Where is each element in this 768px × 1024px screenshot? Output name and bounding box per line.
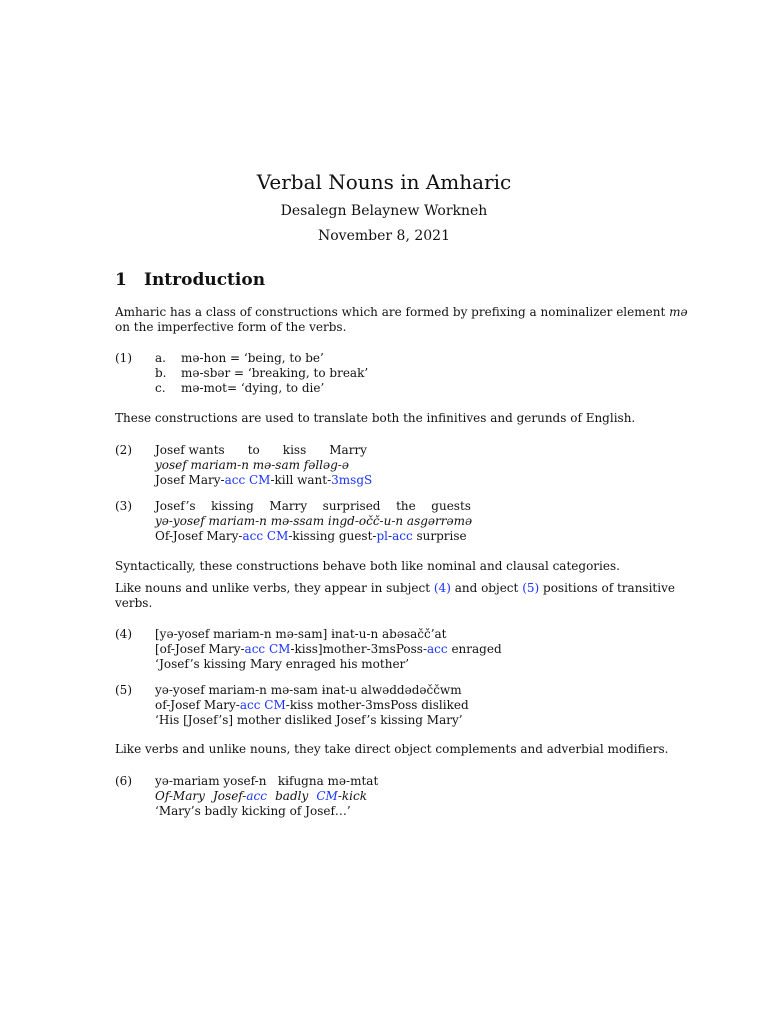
word: kissing bbox=[211, 499, 254, 513]
gloss-word bbox=[213, 789, 267, 803]
item-label: a. bbox=[155, 351, 166, 365]
gloss-link-acc[interactable]: acc bbox=[246, 789, 267, 803]
example-3-number: (3) bbox=[115, 499, 132, 513]
example-1-item bbox=[155, 366, 368, 381]
para-text: Like nouns and unlike verbs, they appear in subject bbox=[115, 581, 431, 595]
gloss-text: [of-Josef Mary- bbox=[155, 642, 245, 656]
example-1-item bbox=[155, 381, 368, 396]
para-text: and object bbox=[454, 581, 519, 595]
gloss-link-acc[interactable]: acc bbox=[392, 529, 413, 543]
section-title: Introduction bbox=[144, 270, 266, 290]
example-4-gloss bbox=[155, 642, 502, 656]
word: Josef wants bbox=[155, 443, 225, 457]
example-2-number: (2) bbox=[115, 443, 132, 457]
word: kiss bbox=[282, 443, 307, 457]
gloss-link-cm[interactable]: CM bbox=[264, 698, 286, 712]
word: guests bbox=[431, 499, 471, 513]
gloss-link-acc[interactable]: acc bbox=[239, 698, 261, 712]
gloss-text: of-Josef Mary- bbox=[155, 698, 240, 712]
gloss-text: -kiss]mother-3msPoss- bbox=[290, 642, 428, 656]
gloss-link-acc[interactable]: acc bbox=[427, 642, 448, 656]
gloss-link-acc[interactable]: acc bbox=[244, 642, 266, 656]
intro-paragraph bbox=[115, 305, 688, 335]
gloss-text: Josef- bbox=[213, 789, 247, 803]
item-label: b. bbox=[155, 366, 167, 380]
word: Marry bbox=[329, 443, 367, 457]
paragraph-4-line-1 bbox=[115, 581, 675, 596]
word: Josef’s bbox=[155, 499, 196, 513]
example-5-translation: ‘His [Josef’s] mother disliked Josef’s kissing Mary’ bbox=[155, 713, 463, 727]
example-6-translation: ‘Mary’s badly kicking of Josef…’ bbox=[155, 804, 351, 818]
gloss-text: -kissing guest- bbox=[288, 529, 377, 543]
gloss-word: Of-Mary bbox=[155, 789, 205, 803]
gloss-link-cm[interactable]: CM bbox=[268, 642, 291, 656]
example-6-gloss bbox=[155, 789, 367, 803]
word: the bbox=[396, 499, 416, 513]
paper-date: November 8, 2021 bbox=[318, 228, 450, 244]
example-5-number: (5) bbox=[115, 683, 132, 697]
section-heading bbox=[115, 270, 265, 290]
gloss-link-acc[interactable]: acc bbox=[224, 473, 246, 487]
example-1-list bbox=[155, 351, 368, 396]
paragraph-5: Like verbs and unlike nouns, they take direct object complements and adverbial modifiers. bbox=[115, 742, 669, 756]
para-text: positions of transitive bbox=[543, 581, 675, 595]
gloss-link-acc[interactable]: acc bbox=[242, 529, 264, 543]
gloss-link-cm[interactable]: CM bbox=[249, 473, 271, 487]
paragraph-4 bbox=[115, 581, 675, 611]
author-name: Desalegn Belaynew Workneh bbox=[280, 203, 488, 219]
ref-link-example-4[interactable]: (4) bbox=[433, 581, 451, 595]
paragraph-4-line-2: verbs. bbox=[115, 596, 153, 610]
gloss-text: -kiss mother-3msPoss disliked bbox=[285, 698, 469, 712]
gloss-link-cm[interactable]: CM bbox=[316, 789, 338, 803]
word: Marry bbox=[269, 499, 308, 513]
intro-line-1-text: Amharic has a class of constructions which are formed by prefixing a nominalizer element bbox=[115, 305, 666, 319]
item-text: mə-mot= ‘dying, to die’ bbox=[181, 381, 325, 395]
intro-line-2: on the imperfective form of the verbs. bbox=[115, 320, 347, 334]
example-3-transcription: yə-yosef mariam-n mə-ssam ingd-očč-u-n asgərrəmə bbox=[155, 514, 473, 528]
item-text: mə-hon = ‘being, to be’ bbox=[181, 351, 324, 365]
example-2-transcription: yosef mariam-n mə-sam fəlləg-ə bbox=[155, 458, 349, 472]
example-3-translation bbox=[155, 499, 471, 513]
section-number: 1 bbox=[115, 270, 127, 290]
example-2-gloss bbox=[155, 473, 372, 487]
item-label: c. bbox=[155, 381, 166, 395]
nominalizer-term: mə bbox=[669, 305, 688, 319]
gloss-text: enraged bbox=[447, 642, 502, 656]
paragraph-2: These constructions are used to translate both the infinitives and gerunds of English. bbox=[115, 411, 636, 425]
example-1-number: (1) bbox=[115, 351, 132, 365]
item-text: mə-sbər = ‘breaking, to break’ bbox=[181, 366, 369, 380]
gloss-text: Of-Josef Mary- bbox=[155, 529, 243, 543]
paragraph-3: Syntactically, these constructions behave both like nominal and clausal categories. bbox=[115, 559, 620, 573]
example-2-translation bbox=[155, 443, 367, 457]
example-4-translation: ‘Josef’s kissing Mary enraged his mother’ bbox=[155, 657, 410, 671]
example-4-transcription: [yə-yosef mariam-n mə-sam] ɨnat-u-n abəsačč’at bbox=[155, 627, 447, 641]
ref-link-example-5[interactable]: (5) bbox=[522, 581, 540, 595]
gloss-text: surprise bbox=[412, 529, 467, 543]
gloss-word: badly bbox=[275, 789, 309, 803]
gloss-text: Josef Mary- bbox=[155, 473, 225, 487]
gloss-link-cm[interactable]: CM bbox=[266, 529, 289, 543]
word: to bbox=[247, 443, 260, 457]
example-4-number: (4) bbox=[115, 627, 132, 641]
example-3-gloss bbox=[155, 529, 467, 543]
paper-title: Verbal Nouns in Amharic bbox=[256, 170, 512, 194]
word: surprised bbox=[322, 499, 381, 513]
gloss-link-3msgs[interactable]: 3msgS bbox=[331, 473, 373, 487]
gloss-text: -kill want- bbox=[270, 473, 332, 487]
example-6-transcription: yə-mariam yosef-n kɨfugna mə-mtat bbox=[155, 774, 379, 788]
example-5-transcription: yə-yosef mariam-n mə-sam ɨnat-u alwəddədəččwm bbox=[155, 683, 462, 697]
example-5-gloss bbox=[155, 698, 469, 712]
gloss-word bbox=[316, 789, 367, 803]
example-1-item bbox=[155, 351, 368, 366]
gloss-text: - bbox=[388, 529, 393, 543]
gloss-text: -kick bbox=[337, 789, 367, 803]
intro-line-1 bbox=[115, 305, 688, 320]
gloss-link-pl[interactable]: pl bbox=[376, 529, 388, 543]
example-6-number: (6) bbox=[115, 774, 132, 788]
